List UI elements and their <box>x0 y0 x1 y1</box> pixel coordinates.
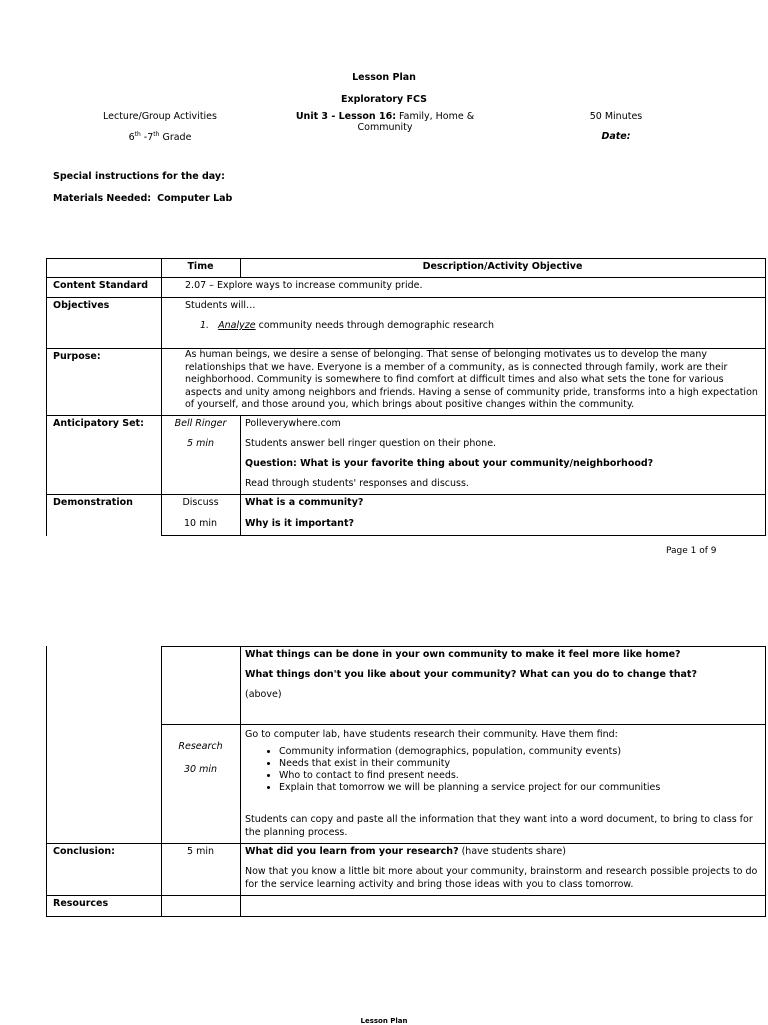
demonstration-activity: Discuss <box>182 497 219 508</box>
page-number: Page 1 of 9 <box>666 546 717 556</box>
duration: 50 Minutes <box>589 111 643 122</box>
bell-ringer-discuss: Read through students' responses and discuss. <box>245 478 469 489</box>
research-list <box>245 746 760 794</box>
anticipatory-label: Anticipatory Set: <box>53 418 144 429</box>
bell-ringer-instructions: Students answer bell ringer question on their phone. <box>245 438 497 449</box>
research-activity: Research <box>178 741 223 752</box>
content-standard-label: Content Standard <box>53 280 149 291</box>
conclusion-question: What did you learn from your research? (have students share) <box>245 846 566 857</box>
conclusion-time: 5 min <box>187 846 214 857</box>
research-list-item: • Needs that exist in their community <box>279 758 760 770</box>
next-page-title: Lesson Plan <box>360 1017 408 1025</box>
bell-ringer-site: Polleverywhere.com <box>245 418 341 429</box>
objectives-label: Objectives <box>53 300 110 311</box>
resources-label: Resources <box>53 898 109 909</box>
demonstration-question-2: Why is it important? <box>245 518 354 529</box>
research-list-item: • Who to contact to find present needs. <box>279 770 760 782</box>
objectives-intro: Students will… <box>185 300 256 311</box>
research-list-item: • Community information (demographics, population, community events) <box>279 746 760 758</box>
demonstration-label: Demonstration <box>53 497 133 508</box>
purpose-label: Purpose: <box>53 351 101 362</box>
anticipatory-time: 5 min <box>187 438 214 449</box>
demonstration-time: 10 min <box>183 518 218 529</box>
purpose-text: As human beings, we desire a sense of belonging. That sense of belonging motivates us to develop the many relationships that we have. Everyone is a member of a community, as is connected through family, work are their neighborhood. Community is somewhere to find comfort at difficult times and also what sets the tone for various aspects and unity among neighbors and friends. Having a sense of community pride, transforms into a high expectation of yourself, and those around you, which brings about positive changes within the community. <box>185 349 758 411</box>
course-name: Exploratory FCS <box>340 94 428 105</box>
research-time: 30 min <box>183 764 218 775</box>
research-list-item: • Explain that tomorrow we will be planning a service project for our communities <box>279 782 760 794</box>
research-note: Students can copy and paste all the information that they want into a word document, to bring to class for the planning process. <box>245 814 753 838</box>
materials-needed: Materials Needed: Computer Lab <box>53 193 233 204</box>
conclusion-text: Now that you know a little bit more about your community, brainstorm and research possible projects to do for the service learning activity and bring those ideas with you to class tomorrow. <box>245 866 758 890</box>
activity-type: Lecture/Group Activities <box>103 111 217 122</box>
bell-ringer-question: Question: What is your favorite thing about your community/neighborhood? <box>245 458 654 469</box>
unit-lesson: Unit 3 - Lesson 16: Family, Home & Community <box>295 111 475 133</box>
date-label: Date: <box>601 131 631 142</box>
header-time: Time <box>187 261 214 272</box>
header-description: Description/Activity Objective <box>422 261 583 272</box>
demonstration-question-1: What is a community? <box>245 497 364 508</box>
page-title: Lesson Plan <box>352 72 416 83</box>
anticipatory-activity: Bell Ringer <box>174 418 227 429</box>
research-intro: Go to computer lab, have students research their community. Have them find: <box>245 729 618 740</box>
above-note: (above) <box>245 689 282 700</box>
special-instructions: Special instructions for the day: <box>53 171 225 182</box>
demonstration-question-4: What things don't you like about your community? What can you do to change that? <box>245 669 697 680</box>
demonstration-question-3: What things can be done in your own community to make it feel more like home? <box>245 649 681 660</box>
conclusion-label: Conclusion: <box>53 846 115 857</box>
objective-item: 1. Analyze community needs through demographic research <box>200 320 494 331</box>
grade-level: 6th -7th Grade <box>128 131 192 144</box>
content-standard-value: 2.07 – Explore ways to increase community pride. <box>185 280 423 291</box>
